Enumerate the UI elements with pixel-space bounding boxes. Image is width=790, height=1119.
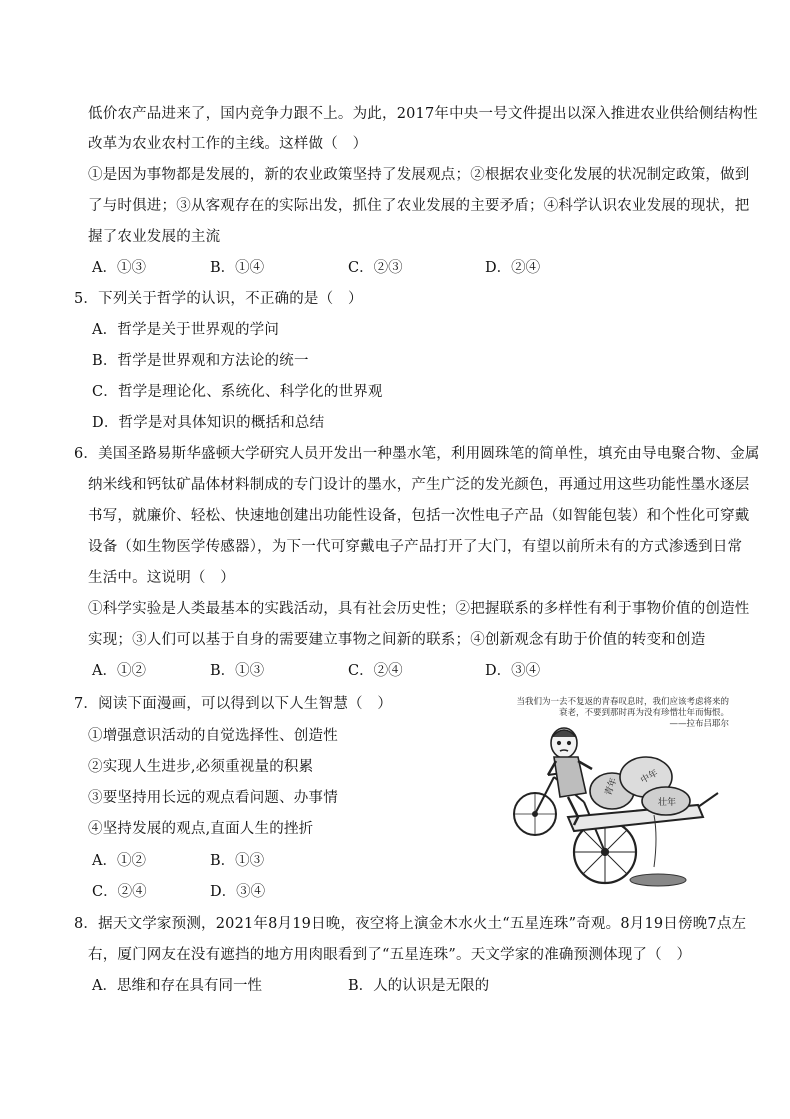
- q6-option-a[interactable]: A．①②: [92, 663, 146, 679]
- drip-puddle: [630, 815, 686, 886]
- q6-options: [92, 661, 692, 681]
- q4-option-b[interactable]: B．①④: [210, 260, 265, 276]
- q6-stem-line-3: 书写，就廉价、轻松、快速地创建出功能性设备，包括一次性电子产品（如智能包装）和个性化可穿戴: [88, 508, 750, 524]
- q4-statements-line-1: ①是因为事物都是发展的，新的农业政策坚持了发展观点；②根据农业变化发展的状况制定政策，做到: [88, 167, 750, 183]
- q6-stem-line-4: 设备（如生物医学传感器），为下一代可穿戴电子产品打开了大门，有望以前所未有的方式渗透到日常: [88, 539, 743, 555]
- q7-option-b[interactable]: B．①③: [210, 853, 265, 869]
- q6-stem-line-5: 生活中。这说明（ ）: [88, 570, 235, 586]
- q7-item-3: ③要坚持用长远的观点看问题、办事情: [88, 790, 338, 806]
- q6-statements-line-2: 实现；③人们可以基于自身的需要建立事物之间新的联系；④创新观念有助于价值的转变和创造: [88, 632, 706, 648]
- q5-option-d[interactable]: D．哲学是对具体知识的概括和总结: [92, 415, 325, 431]
- comic-caption-text: 当我们为一去不复返的青春叹息时，我们应该考虑将来的衰老，不要到那时再为没有珍惜壮年而悔恨。: [516, 697, 729, 718]
- q4-stem-line-2: 改革为农业农村工作的主线。这样做（ ）: [88, 136, 368, 152]
- q7-item-2: ②实现人生进步,必须重视量的积累: [88, 759, 314, 775]
- q4-stem-line-1: 低价农产品进来了，国内竞争力跟不上。为此，2017年中央一号文件提出以深入推进农业供给侧结构性: [88, 106, 758, 122]
- q4-option-d[interactable]: D．②④: [485, 260, 541, 276]
- q8-option-a[interactable]: A．思维和存在具有同一性: [92, 978, 262, 994]
- comic-caption-author: ——拉布吕耶尔: [669, 719, 729, 729]
- q7-option-d[interactable]: D．③④: [210, 884, 266, 900]
- q4-statements-line-2: 了与时俱进；③从客观存在的实际出发，抓住了农业发展的主要矛盾；④科学认识农业发展的现状，把: [88, 198, 750, 214]
- q7-item-4: ④坚持发展的观点,直面人生的挫折: [88, 821, 314, 837]
- q5-option-c[interactable]: C．哲学是理论化、系统化、科学化的世界观: [92, 384, 383, 400]
- q7-stem: 7．阅读下面漫画，可以得到以下人生智慧（ ）: [74, 696, 393, 712]
- q4-option-a[interactable]: A．①③: [92, 260, 146, 276]
- q8-option-b[interactable]: B．人的认识是无限的: [348, 978, 490, 994]
- q6-stem-line-1: 6．美国圣路易斯华盛顿大学研究人员开发出一种墨水笔，利用圆珠笔的简单性，填充由导电聚合物、金属: [74, 446, 760, 462]
- q6-option-b[interactable]: B．①③: [210, 663, 265, 679]
- q8-stem-line-1: 8．据天文学家预测，2021年8月19日晚，夜空将上演金木水火土“五星连珠”奇观。8月19日傍晚7点左: [74, 916, 747, 932]
- q8-stem-line-2: 右，厦门网友在没有遮挡的地方用肉眼看到了“五星连珠”。天文学家的准确预测体现了（ ）: [88, 947, 692, 963]
- q5-option-a[interactable]: A．哲学是关于世界观的学问: [92, 322, 280, 338]
- q7-options-row-1: [92, 851, 392, 871]
- q7-options-row-2: [92, 882, 392, 902]
- q7-option-c[interactable]: C．②④: [92, 884, 147, 900]
- q8-options: [92, 976, 592, 996]
- q7-item-1: ①增强意识活动的自觉选择性、创造性: [88, 728, 338, 744]
- q6-option-d[interactable]: D．③④: [485, 663, 541, 679]
- sack-label-prime: 壮年: [658, 798, 677, 808]
- q7-option-a[interactable]: A．①②: [92, 853, 146, 869]
- q7-comic: [508, 697, 733, 894]
- q5-option-b[interactable]: B．哲学是世界观和方法论的统一: [92, 353, 309, 369]
- q6-stem-line-2: 纳米线和钙钛矿晶体材料制成的专门设计的墨水，产生广泛的发光颜色，再通过用这些功能性墨水逐层: [88, 477, 750, 493]
- q6-option-c[interactable]: C．②④: [348, 663, 403, 679]
- q4-option-c[interactable]: C．②③: [348, 260, 403, 276]
- q6-statements-line-1: ①科学实验是人类最基本的实践活动，具有社会历史性；②把握联系的多样性有利于事物价值的创造性: [88, 601, 750, 617]
- q4-options: [92, 258, 692, 278]
- sack-label-youth: 青年: [603, 776, 620, 798]
- q4-statements-line-3: 握了农业发展的主流: [88, 229, 221, 245]
- comic-drawing: [508, 697, 733, 894]
- sack-label-middle-age: 中年: [639, 768, 660, 787]
- q5-stem: 5．下列关于哲学的认识，不正确的是（ ）: [74, 291, 363, 307]
